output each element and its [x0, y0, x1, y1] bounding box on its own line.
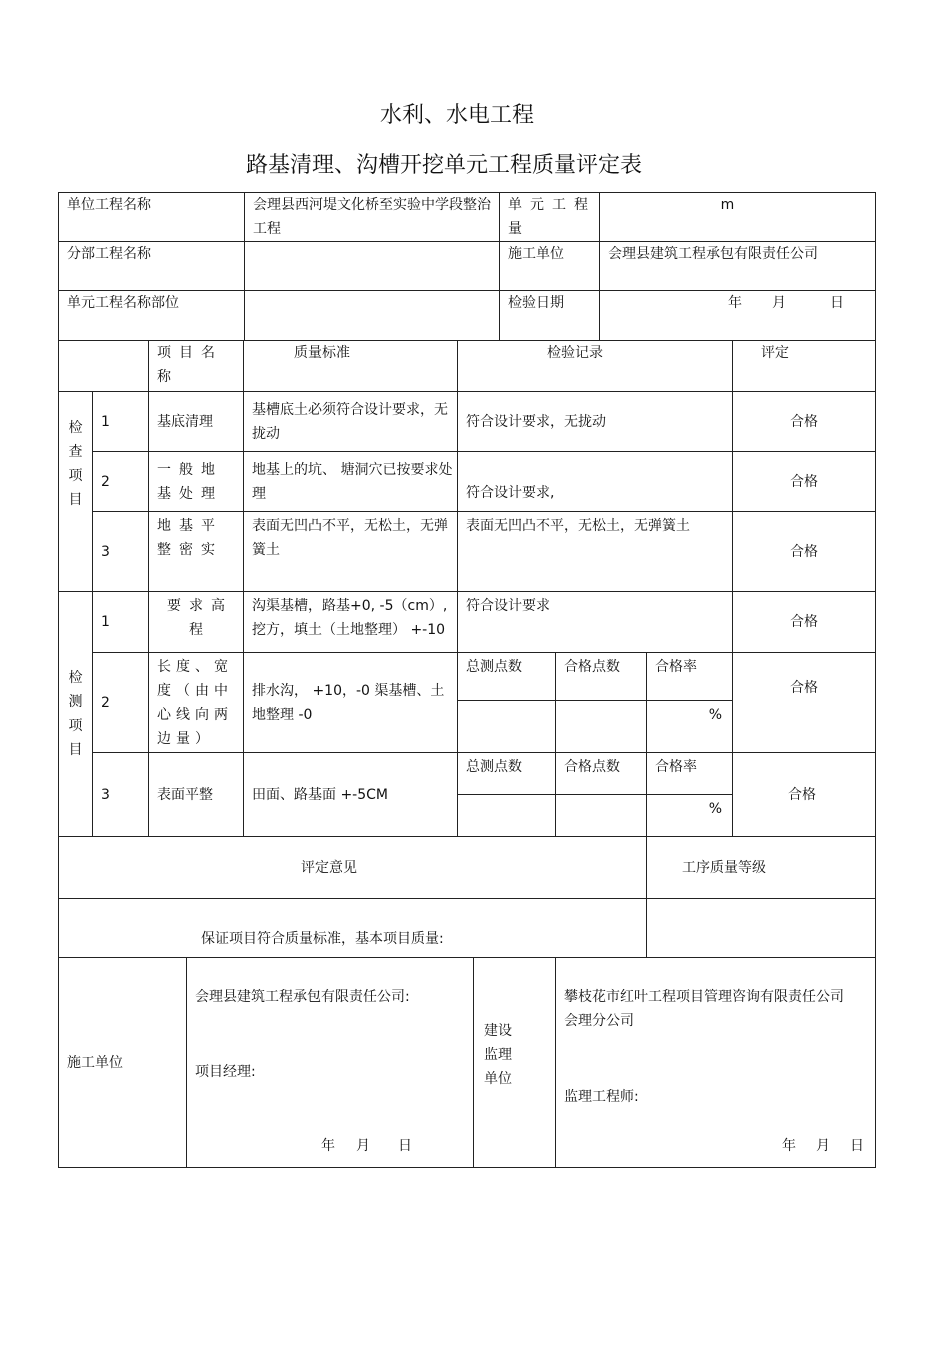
measure-item-no: 2 — [93, 653, 149, 753]
date-month: 月 — [772, 295, 786, 311]
inspection-date-label: 检验日期 — [500, 291, 600, 341]
measure-item-rating: 合格 — [733, 753, 876, 837]
supervision-engineer-label: 监理工程师: — [564, 1089, 639, 1105]
measure-item-record: 符合设计要求 — [458, 592, 733, 653]
check-item-standard: 地基上的坑、 塘洞穴已按要求处理 — [244, 452, 458, 512]
quantity-unit: m — [720, 197, 735, 213]
check-item-no: 3 — [93, 512, 149, 592]
total-points-value — [458, 701, 556, 753]
check-items-group-cell — [59, 392, 93, 592]
measure-item-standard: 田面、路基面 +-5CM — [244, 753, 458, 837]
pass-rate-label: 合格率 — [647, 653, 733, 701]
quantity-label: 单元工程量 — [500, 193, 600, 242]
measure-item-rating: 合格 — [733, 592, 876, 653]
project-manager-label: 项目经理: — [195, 1064, 256, 1080]
supervision-sign-day: 日 — [850, 1138, 864, 1154]
construction-sign-month: 月 — [356, 1138, 370, 1154]
check-item-standard: 表面无凹凸不平，无松土，无弹簧土 — [244, 512, 458, 592]
table-row — [59, 753, 876, 795]
check-item-rating: 合格 — [733, 392, 876, 452]
construction-company: 会理县建筑工程承包有限责任公司: — [195, 989, 410, 1005]
measure-items-group-label: 检测项目 — [68, 670, 83, 758]
header-blank-cell — [59, 341, 149, 392]
document-title-line1: 水利、水电工程 — [379, 103, 534, 128]
supervision-company: 攀枝花市红叶工程项目管理咨询有限责任公司会理分公司 — [564, 989, 844, 1029]
construction-sign-day: 日 — [398, 1138, 412, 1154]
supervision-sign-month: 月 — [816, 1138, 830, 1154]
measure-item-name: 长度、宽度（由中心线向两边量） — [149, 653, 244, 753]
document-title-line2: 路基清理、沟槽开挖单元工程质量评定表 — [245, 153, 642, 178]
table-row — [59, 452, 876, 512]
sub-project-value — [245, 242, 500, 291]
check-items-group-label: 检查项目 — [68, 420, 83, 508]
table-row — [59, 653, 876, 701]
unit-project-label: 单位工程名称 — [59, 193, 245, 242]
evaluation-opinion-text: 保证项目符合质量标准，基本项目质量: — [59, 899, 647, 958]
table-row — [59, 512, 876, 592]
check-item-standard: 基槽底土必须符合设计要求，无拢动 — [244, 392, 458, 452]
measure-item-no: 1 — [93, 592, 149, 653]
check-item-rating: 合格 — [733, 452, 876, 512]
pass-points-value — [556, 795, 647, 837]
supervision-unit-label-cell — [474, 958, 556, 1168]
measure-item-rating: 合格 — [733, 653, 876, 753]
pass-points-label: 合格点数 — [556, 753, 647, 795]
check-item-no: 1 — [93, 392, 149, 452]
contractor-value: 会理县建筑工程承包有限责任公司 — [600, 242, 876, 291]
inspection-table — [58, 340, 876, 837]
pass-points-label: 合格点数 — [556, 653, 647, 701]
evaluation-table — [58, 836, 876, 1168]
column-header-quality-standard: 质量标准 — [244, 341, 458, 392]
unit-part-value — [245, 291, 500, 341]
check-item-name: 基底清理 — [149, 392, 244, 452]
unit-project-value: 会理县西河堤文化桥至实验中学段整治工程 — [245, 193, 500, 242]
date-year: 年 — [728, 295, 742, 311]
supervision-sign-year: 年 — [782, 1138, 796, 1154]
contractor-label: 施工单位 — [500, 242, 600, 291]
quantity-value — [600, 193, 876, 242]
table-row — [59, 392, 876, 452]
supervision-signature-cell — [556, 958, 876, 1168]
quality-grade-value — [647, 899, 876, 958]
construction-signature-cell — [187, 958, 474, 1168]
construction-sign-year: 年 — [321, 1138, 335, 1154]
total-points-value — [458, 795, 556, 837]
check-item-name: 一般地基处理 — [149, 452, 244, 512]
pass-points-value — [556, 701, 647, 753]
check-item-record: 符合设计要求, — [458, 452, 733, 512]
check-item-no: 2 — [93, 452, 149, 512]
quality-grade-label: 工序质量等级 — [647, 837, 876, 899]
column-header-inspection-record: 检验记录 — [458, 341, 733, 392]
measure-item-standard: 排水沟， +10，-0 渠基槽、土地整理 -0 — [244, 653, 458, 753]
measure-item-name: 表面平整 — [149, 753, 244, 837]
total-points-label: 总测点数 — [458, 753, 556, 795]
supervision-unit-label: 建设监理单位 — [484, 1022, 512, 1087]
measure-items-group-cell — [59, 592, 93, 837]
unit-part-label: 单元工程名称部位 — [59, 291, 245, 341]
construction-unit-label: 施工单位 — [59, 958, 187, 1168]
pass-rate-label: 合格率 — [647, 753, 733, 795]
measure-item-no: 3 — [93, 753, 149, 837]
pass-rate-value: % — [647, 701, 733, 753]
column-header-rating: 评定 — [733, 341, 876, 392]
check-item-record: 符合设计要求，无拢动 — [458, 392, 733, 452]
date-day: 日 — [830, 295, 844, 311]
column-header-item-name: 项目名称 — [149, 341, 244, 392]
measure-item-standard: 沟渠基槽，路基+0, -5（cm）, 挖方，填土（土地整理） +-10 — [244, 592, 458, 653]
check-item-record: 表面无凹凸不平，无松土，无弹簧土 — [458, 512, 733, 592]
table-row — [59, 592, 876, 653]
measure-item-name: 要求高程 — [149, 592, 244, 653]
check-item-rating: 合格 — [733, 512, 876, 592]
check-item-name: 地基平整密实 — [149, 512, 244, 592]
total-points-label: 总测点数 — [458, 653, 556, 701]
inspection-date-value — [600, 291, 876, 341]
header-info-table — [58, 192, 876, 341]
evaluation-opinion-label: 评定意见 — [59, 837, 647, 899]
sub-project-label: 分部工程名称 — [59, 242, 245, 291]
pass-rate-value: % — [647, 795, 733, 837]
